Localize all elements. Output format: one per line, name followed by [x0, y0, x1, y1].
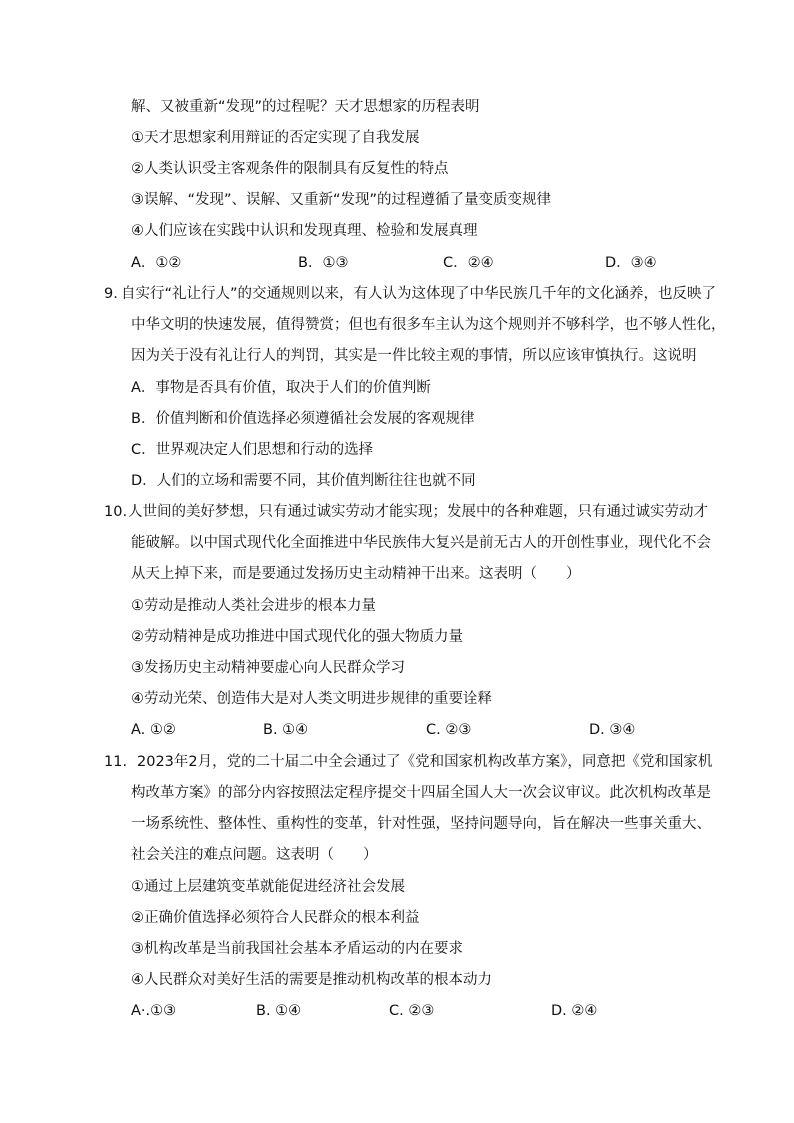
q10-stem-line-3: 从天上掉下来，而是要通过发扬历史主动精神干出来。这表明（ ）	[131, 566, 581, 582]
q11-option-d: D. ②④	[551, 1003, 598, 1019]
q9-stem-line-3: 因为关于没有礼让行人的判罚，其实是一件比较主观的事情，所以应该审慎执行。这说明	[131, 348, 697, 364]
q9-option-b: B．价值判断和价值选择必须遵循社会发展的客观规律	[131, 411, 475, 427]
q10-option-a: A. ①②	[131, 722, 176, 738]
q8-statement-3: ③误解、“发现”、误解、又重新“发现”的过程遵循了量变质变规律	[131, 192, 552, 208]
q11-statement-2: ②正确价值选择必须符合人民群众的根本利益	[131, 910, 420, 926]
q10-stem-line-2: 能破解。以中国式现代化全面推进中华民族伟大复兴是前无古人的开创性事业，现代化不会	[131, 535, 711, 551]
q10-statement-1: ①劳动是推动人类社会进步的根本力量	[131, 598, 376, 614]
q10-statement-2: ②劳动精神是成功推进中国式现代化的强大物质力量	[131, 629, 463, 645]
q8-option-d: D．③④	[605, 255, 657, 271]
q11-option-b: B. ①④	[256, 1003, 302, 1019]
q11-stem-line-3: 一场系统性、整体性、重构性的变革，针对性强，坚持问题导向，旨在解决一些事关重大、	[131, 816, 711, 832]
q11-statement-4: ④人民群众对美好生活的需要是推动机构改革的根本动力	[131, 972, 492, 988]
q10-number: 10.	[104, 504, 128, 520]
q11-statement-1: ①通过上层建筑变革就能促进经济社会发展	[131, 879, 405, 895]
q10-stem-line-1: 人世间的美好梦想，只有通过诚实劳动才能实现；发展中的各种难题，只有通过诚实劳动才	[128, 504, 708, 520]
q11-stem-line-2: 构改革方案》的部分内容按照法定程序提交十四届全国人大一次会议审议。此次机构改革是	[131, 785, 711, 801]
q9-stem-line-2: 中华文明的快速发展，值得赞赏；但也有很多车主认为这个规则并不够科学，也不够人性化，	[131, 317, 726, 333]
q9-option-d: D．人们的立场和需要不同，其价值判断往往也就不同	[131, 473, 476, 489]
q10-statement-3: ③发扬历史主动精神要虚心向人民群众学习	[131, 660, 405, 676]
q10-option-c: C. ②③	[426, 722, 472, 738]
q8-statement-1: ①天才思想家利用辩证的否定实现了自我发展	[131, 130, 420, 146]
q8-option-a: A．①②	[131, 255, 182, 271]
q11-number: 11.	[104, 754, 128, 770]
q8-option-c: C．②④	[443, 255, 494, 271]
q10-option-b: B. ①④	[263, 722, 309, 738]
q8-statement-2: ②人类认识受主客观条件的限制具有反复性的特点	[131, 161, 449, 177]
q9-option-c: C．世界观决定人们思想和行动的选择	[131, 442, 374, 458]
q11-statement-3: ③机构改革是当前我国社会基本矛盾运动的内在要求	[131, 941, 463, 957]
q8-stem-tail: 解、又被重新“发现”的过程呢？天才思想家的历程表明	[131, 99, 480, 115]
q8-option-b: B．①③	[298, 255, 349, 271]
q11-stem-line-1: 2023年2月，党的二十届二中全会通过了《党和国家机构改革方案》，同意把《党和国家机	[137, 754, 713, 770]
q10-option-d: D. ③④	[589, 722, 636, 738]
q9-stem-line-1: 自实行“礼让行人”的交通规则以来，有人认为这体现了中华民族几千年的文化涵养，也反映了	[121, 286, 717, 302]
q9-number: 9.	[104, 286, 118, 302]
q11-option-c: C. ②③	[389, 1003, 435, 1019]
q11-stem-line-4: 社会关注的难点问题。这表明（ ）	[131, 847, 378, 863]
q8-statement-4: ④人们应该在实践中认识和发现真理、检验和发展真理	[131, 223, 478, 239]
q10-statement-4: ④劳动光荣、创造伟大是对人类文明进步规律的重要诠释	[131, 691, 492, 707]
q11-option-a: A·.①③	[131, 1003, 177, 1019]
q9-option-a: A．事物是否具有价值，取决于人们的价值判断	[131, 380, 431, 396]
